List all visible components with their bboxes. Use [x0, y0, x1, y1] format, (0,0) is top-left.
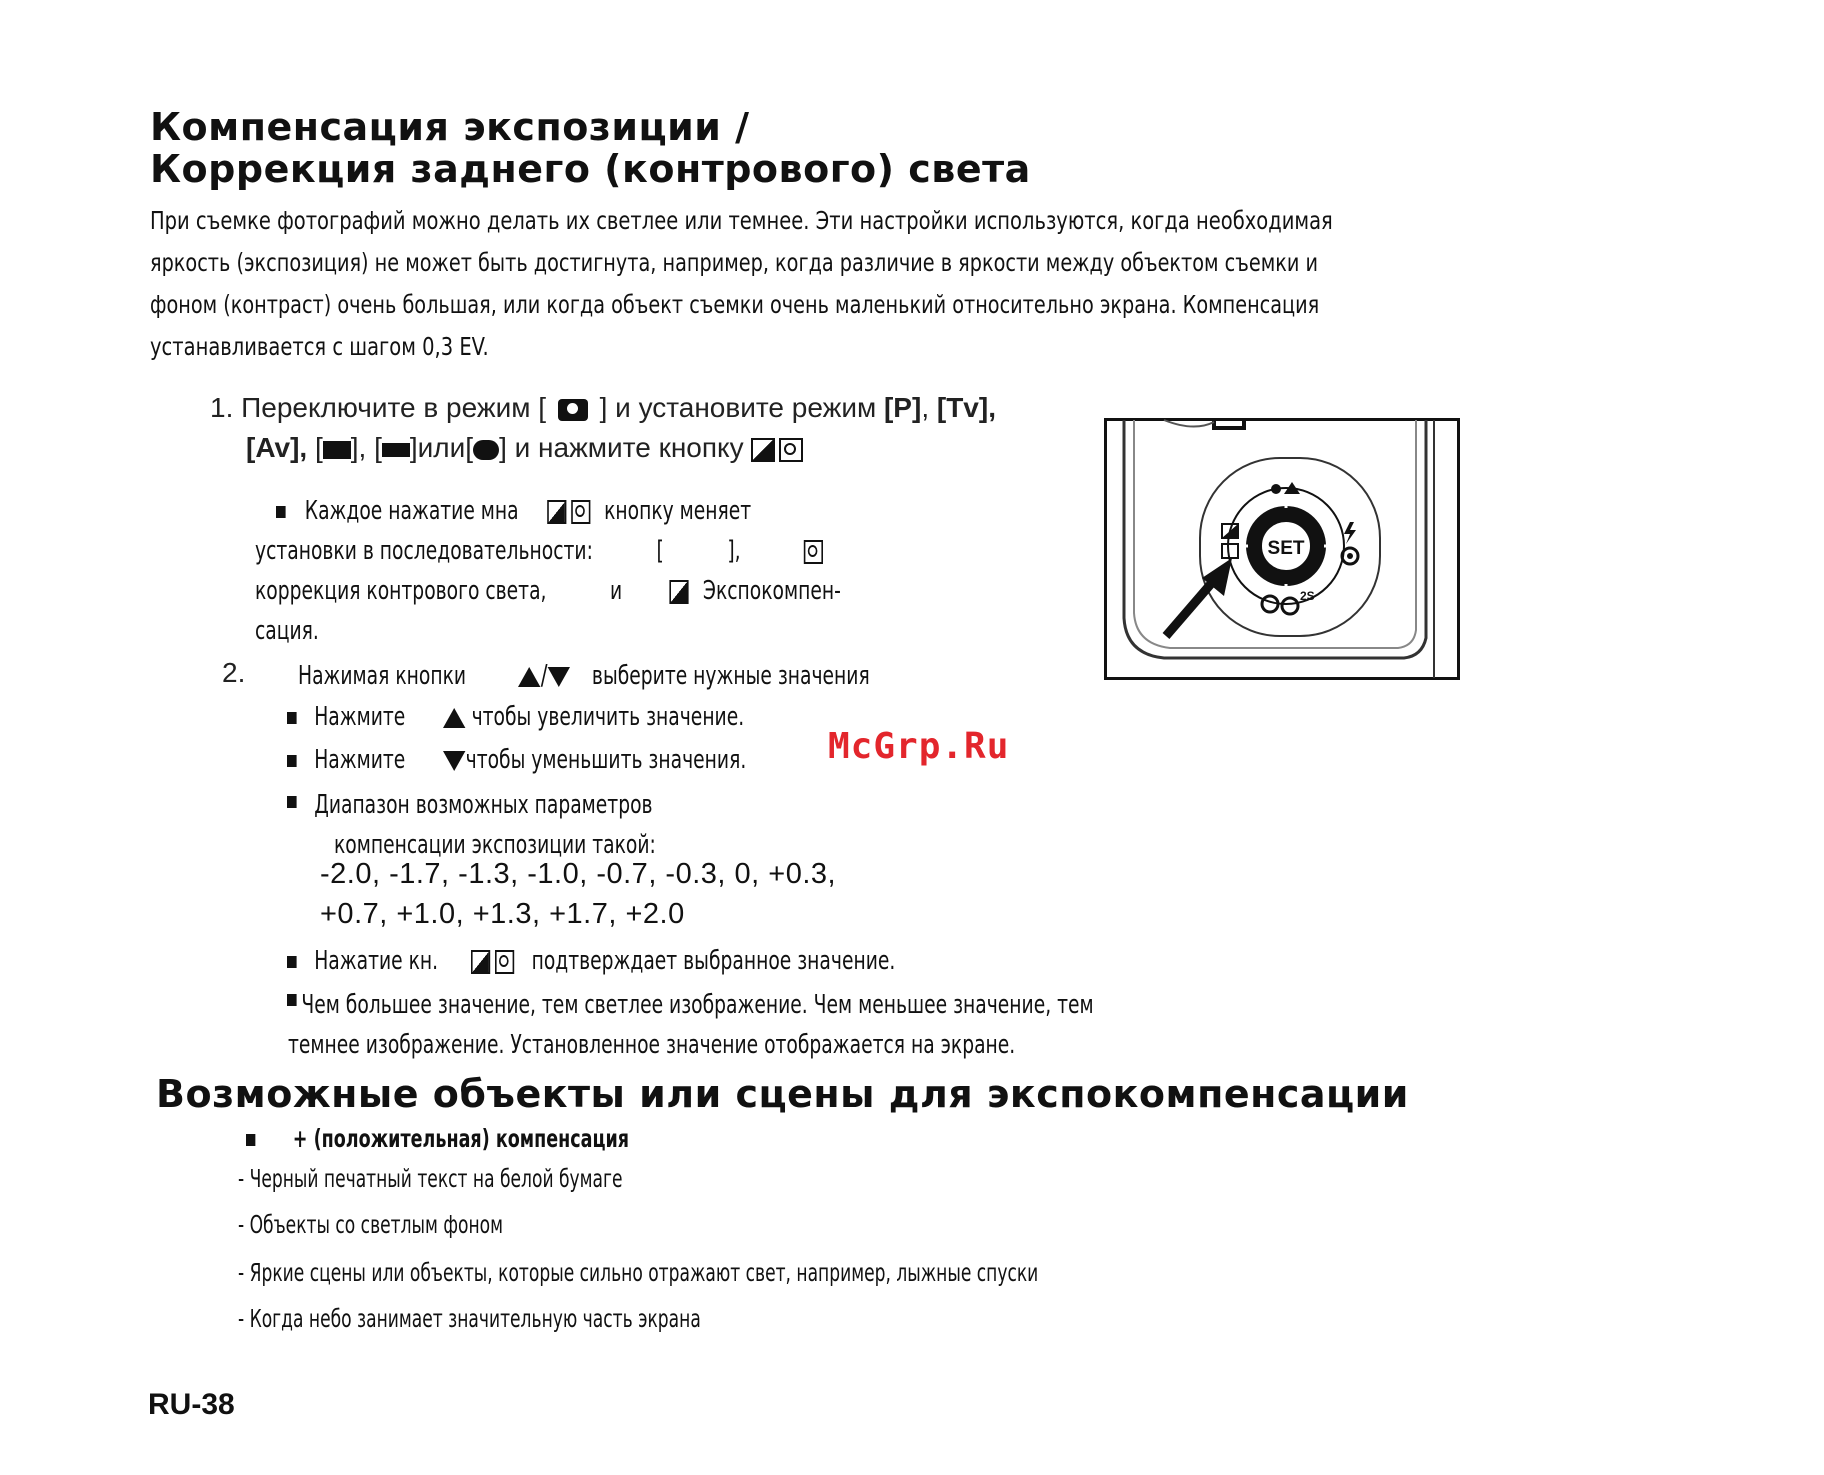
page-title-line1: Компенсация экспозиции /: [150, 105, 750, 149]
step-number: 1.: [210, 392, 234, 423]
intro-line: При съемке фотографий можно делать их светлее или темнее. Эти настройки используются, когда необходимая: [150, 206, 1333, 235]
bullet-text: Нажмите: [314, 745, 406, 775]
bullet-text: компенсации экспозиции такой:: [334, 830, 656, 860]
positive-compensation-label-row: [246, 1124, 629, 1153]
bullet-text: Экспокомпен-: [702, 576, 841, 606]
bullet-square: [287, 712, 297, 724]
bullet-text: Каждое нажатие мна: [304, 496, 519, 526]
ev-values-line2: +0.7, +1.0, +1.3, +1.7, +2.0: [320, 898, 685, 930]
bullet-text: подтверждает выбранное значение.: [531, 946, 896, 976]
self-timer-2s-label: 2S: [1300, 589, 1315, 603]
bullet-text: Нажмите: [314, 702, 406, 732]
exposure-compensation-icon: [547, 500, 566, 524]
backlight-icon: [495, 950, 514, 974]
bullet-text: и: [610, 576, 623, 606]
intro-line: устанавливается с шагом 0,3 EV.: [150, 332, 489, 361]
bullet-square: [287, 796, 297, 808]
up-arrow-icon: [443, 708, 465, 728]
portrait-mode-icon: [323, 441, 351, 459]
list-item: - Яркие сцены или объекты, которые сильно отражают свет, например, лыжные спуски: [238, 1258, 1039, 1287]
list-item: - Черный печатный текст на белой бумаге: [238, 1164, 623, 1193]
step-text: ] и установите режим: [599, 392, 877, 423]
bullet-text: Диапазон возможных параметров: [314, 790, 653, 820]
backlight-icon: [804, 540, 823, 564]
step-text: или: [417, 432, 466, 463]
list-item: - Когда небо занимает значительную часть экрана: [238, 1304, 701, 1333]
intro-line: яркость (экспозиция) не может быть достигнута, например, когда различие в яркости между объектом съемки и: [150, 248, 1319, 277]
step-number: 2.: [222, 657, 246, 688]
bullet-square: [287, 755, 297, 767]
bullet-text: [: [656, 536, 664, 566]
step-text: Нажимая кнопки: [298, 661, 467, 691]
step-text: Переключите в режим [: [241, 392, 547, 423]
bullet-text: ],: [727, 536, 741, 566]
bullet-square: [246, 1134, 255, 1146]
bullet-text: кнопку меняет: [604, 496, 752, 526]
backlight-icon: [571, 500, 590, 524]
mode-av-label: [Av],: [246, 432, 308, 463]
down-arrow-icon: [548, 667, 570, 687]
bullet-square: [276, 506, 286, 518]
camera-diagram-svg: [1104, 418, 1460, 680]
exposure-compensation-icon: [670, 580, 689, 604]
up-arrow-icon: [518, 667, 540, 687]
mode-tv-label: [Tv],: [936, 392, 996, 423]
camera-buttons-diagram: [1104, 418, 1460, 680]
bullet-text: Нажатие кн.: [314, 946, 439, 976]
step-text: и нажмите кнопку: [514, 432, 744, 463]
panorama-mode-icon: [382, 443, 410, 457]
intro-line: фоном (контраст) очень большая, или когда объект съемки очень маленький относительно экрана. Компенсация: [150, 290, 1320, 319]
bullet-text: установки в последовательности:: [255, 536, 593, 566]
set-button-label: SET: [1267, 538, 1305, 559]
backlight-icon: [779, 438, 803, 462]
page-title: [150, 106, 1031, 190]
note-text: Чем большее значение, тем светлее изображение. Чем меньшее значение, тем: [301, 990, 1094, 1020]
bullet-text: чтобы уменьшить значения.: [465, 745, 747, 775]
note-text: темнее изображение. Установленное значение отображается на экране.: [288, 1030, 1016, 1060]
bullet-text: коррекция контрового света,: [255, 576, 547, 606]
down-arrow-icon: [443, 751, 465, 771]
page-title-line2: Коррекция заднего (контрового) света: [150, 147, 1031, 191]
mode-p-label: [P]: [883, 392, 922, 423]
anti-shake-icon: [473, 440, 499, 460]
section-heading: Возможные объекты или сцены для экспокомпенсации: [156, 1072, 1409, 1116]
bullet-square: [287, 956, 297, 968]
page-number: RU-38: [148, 1388, 235, 1421]
exposure-compensation-icon: [471, 950, 490, 974]
step-text: выберите нужные значения: [591, 661, 870, 691]
watermark: McGrp.Ru: [828, 726, 1010, 767]
list-item: - Объекты со светлым фоном: [238, 1210, 503, 1239]
bullet-square: [287, 994, 297, 1006]
exposure-compensation-icon: [751, 438, 775, 462]
ev-values-line1: -2.0, -1.7, -1.3, -1.0, -0.7, -0.3, 0, +0.3,: [320, 858, 837, 890]
bullet-text: чтобы увеличить значение.: [471, 702, 745, 732]
camera-icon: [558, 399, 588, 421]
bullet-text: сация.: [255, 616, 319, 646]
positive-compensation-label: + (положительная) компенсация: [292, 1124, 630, 1153]
